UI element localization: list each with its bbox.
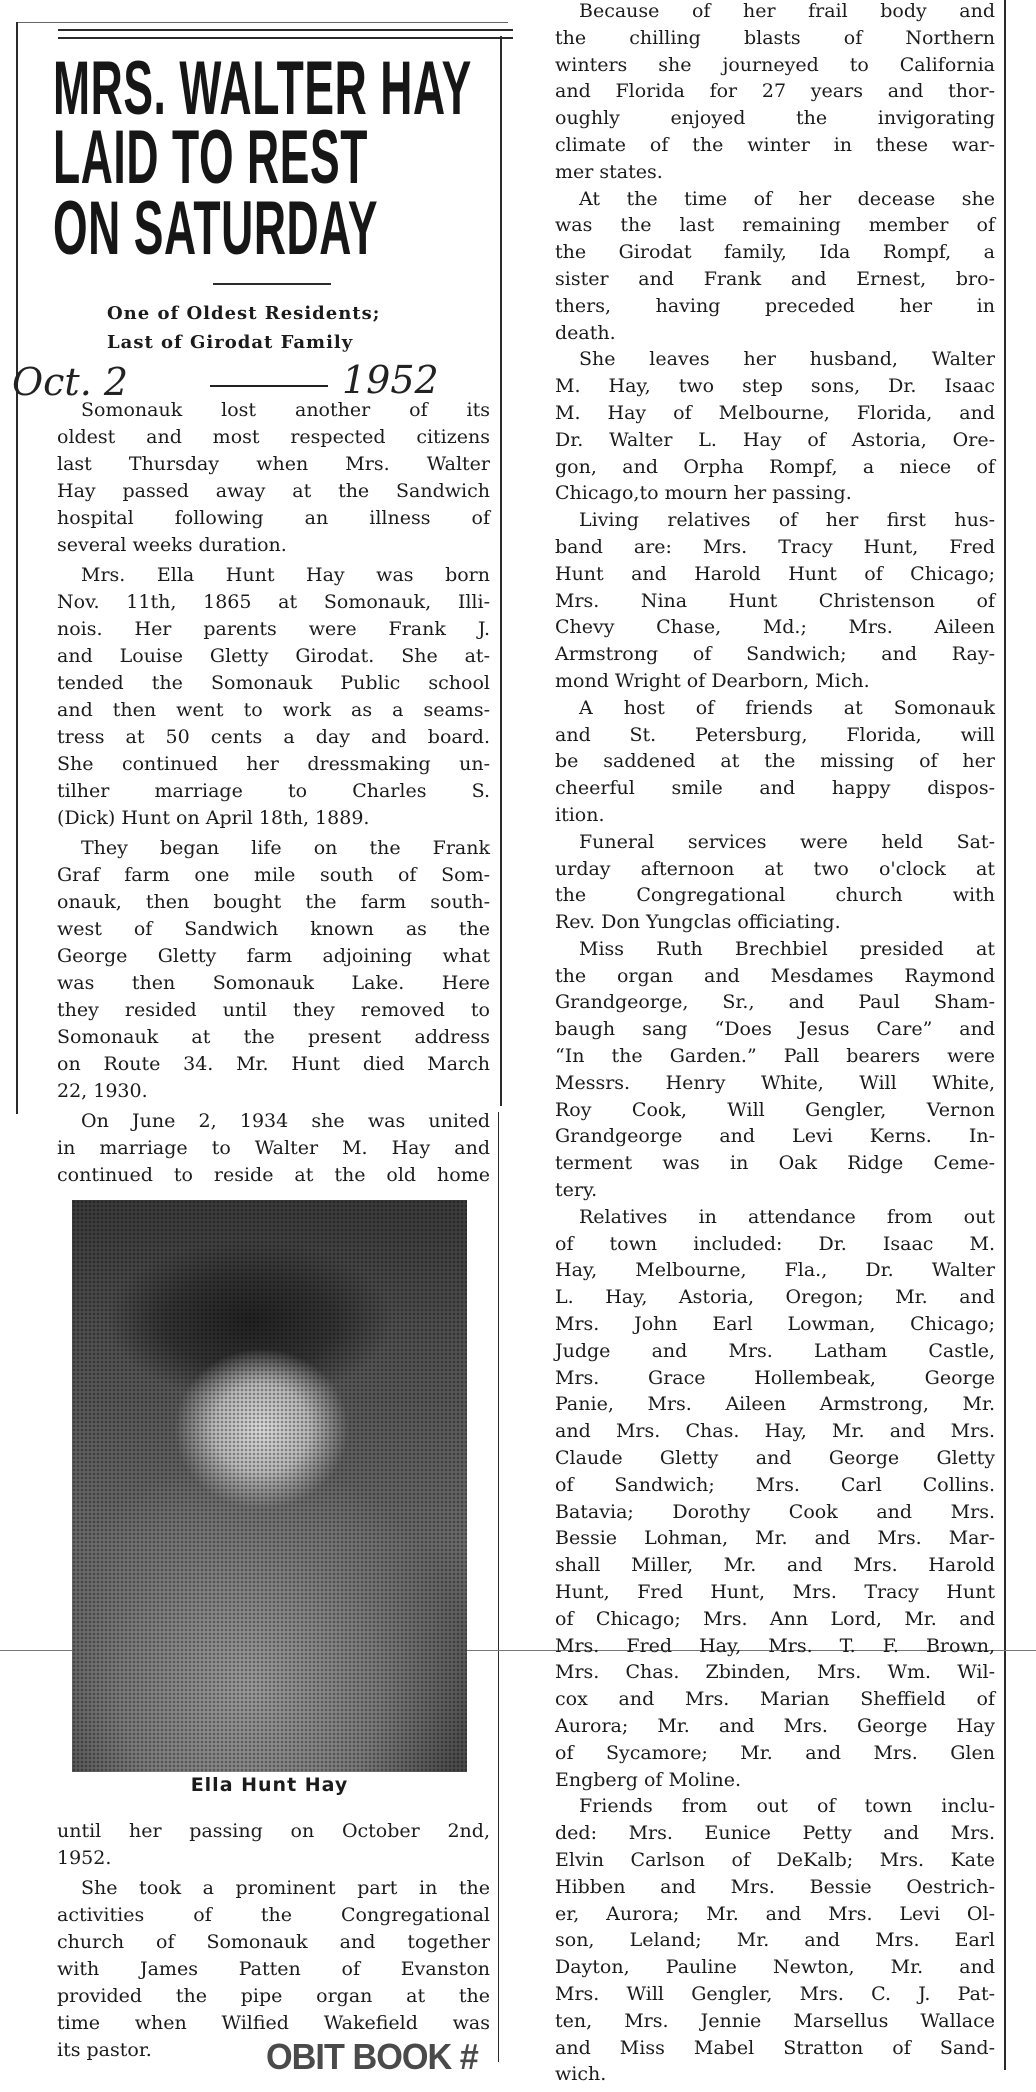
text-line: mond Wright of Dearborn, Mich.	[555, 669, 870, 692]
text-line: Graf farm one mile south of Som-	[57, 864, 490, 886]
text-line: time when Wilfied Wakefield was	[57, 2012, 490, 2034]
text-line: and St. Petersburg, Florida, will	[555, 723, 995, 746]
text-line: Engberg of Moline.	[555, 1768, 742, 1791]
text-line: Funeral services were held Sat-	[579, 830, 995, 853]
paragraph	[57, 1818, 490, 1872]
paragraph	[57, 562, 490, 832]
paragraph	[555, 936, 995, 1204]
text-line: Hibben and Mrs. Bessie Oestrich-	[555, 1875, 995, 1898]
text-line: with James Patten of Evanston	[57, 1958, 490, 1980]
text-line: and Louise Gletty Girodat. She at-	[57, 645, 490, 667]
handwritten-dash	[210, 385, 328, 387]
text-line: west of Sandwich known as the	[57, 918, 490, 940]
text-line: Chevy Chase, Md.; Mrs. Aileen	[555, 616, 995, 639]
text-line: George Gletty farm adjoining what	[57, 945, 490, 967]
text-line: terment was in Oak Ridge Ceme-	[555, 1152, 995, 1175]
text-line: the Congregational church with	[555, 884, 995, 907]
text-line: At the time of her decease she	[579, 187, 995, 210]
text-line: ded: Mrs. Eunice Petty and Mrs.	[555, 1822, 995, 1845]
text-line: Bessie Lohman, Mr. and Mrs. Mar-	[555, 1527, 995, 1550]
text-line: Living relatives of her first hus-	[579, 509, 995, 532]
text-line: M. Hay, two step sons, Dr. Isaac	[555, 375, 995, 398]
text-line: Armstrong of Sandwich; and Ray-	[555, 643, 995, 666]
text-line: A host of friends at Somonauk	[579, 696, 995, 719]
text-line: Chicago,to mourn her passing.	[555, 482, 852, 505]
text-line: death.	[555, 321, 616, 344]
text-line: Dayton, Pauline Newton, Mr. and	[555, 1956, 995, 1979]
text-line: the Girodat family, Ida Rompf, a	[555, 241, 995, 264]
photo-caption: Ella Hunt Hay	[190, 1774, 349, 1796]
subhead-line-1: One of Oldest Residents;	[107, 303, 381, 324]
text-line: provided the pipe organ at the	[57, 1985, 490, 2007]
text-line: They began life on the Frank	[81, 837, 490, 859]
text-line: M. Hay of Melbourne, Florida, and	[555, 401, 995, 424]
text-line: Roy Cook, Will Gengler, Vernon	[555, 1098, 995, 1121]
column-divider	[500, 36, 502, 1106]
paragraph	[555, 1204, 995, 1794]
text-line: Mrs. John Earl Lowman, Chicago;	[555, 1313, 995, 1336]
text-line: of Sycamore; Mr. and Mrs. Glen	[555, 1741, 995, 1764]
text-line: Hunt and Harold Hunt of Chicago;	[555, 562, 995, 585]
text-line: Mrs. Fred Hay, Mrs. T. F. Brown,	[555, 1634, 995, 1657]
text-line: Aurora; Mr. and Mrs. George Hay	[555, 1715, 995, 1737]
text-line: 22, 1930.	[57, 1080, 148, 1102]
headline-divider	[213, 283, 331, 285]
text-line: She continued her dressmaking un-	[57, 753, 490, 775]
text-line: Mrs. Will Gengler, Mrs. C. J. Pat-	[555, 1982, 995, 2005]
column-divider-lower	[498, 1112, 499, 2062]
text-line: urday afternoon at two o'clock at	[555, 857, 995, 880]
text-line: Grandgeorge and Levi Kerns. In-	[555, 1125, 995, 1148]
text-line: gon, and Orpha Rompf, a niece of	[555, 455, 995, 478]
text-line: Rev. Don Yungclas officiating.	[555, 911, 841, 934]
text-line: they resided until they removed to	[57, 999, 490, 1021]
text-line: ition.	[555, 803, 605, 826]
text-line: tended the Somonauk Public school	[57, 672, 490, 694]
text-line: She took a prominent part in the	[81, 1877, 490, 1899]
text-line: in marriage to Walter M. Hay and	[57, 1137, 490, 1159]
headline-line-1: MRS. WALTER HAY	[53, 46, 472, 131]
text-line: Panie, Mrs. Aileen Armstrong, Mr.	[555, 1393, 995, 1416]
text-line: of town included: Dr. Isaac M.	[555, 1232, 995, 1255]
text-line: was then Somonauk Lake. Here	[57, 972, 490, 994]
text-line: oughly enjoyed the invigorating	[555, 107, 995, 130]
text-line: tilher marriage to Charles S.	[57, 780, 490, 802]
top-rule-second	[58, 37, 513, 39]
text-line: Grandgeorge, Sr., and Paul Sham-	[555, 991, 995, 1014]
text-line: Hay passed away at the Sandwich	[57, 480, 490, 502]
text-line: Mrs. Ella Hunt Hay was born	[81, 564, 490, 586]
text-line: onauk, then bought the farm south-	[57, 891, 490, 913]
text-line: activities of the Congregational	[57, 1904, 490, 1926]
left-column-bottom	[57, 1818, 490, 2067]
text-line: baugh sang “Does Jesus Care” and	[555, 1018, 995, 1041]
text-line: Because of her frail body and	[579, 0, 995, 22]
text-line: was the last remaining member of	[555, 214, 995, 237]
text-line: On June 2, 1934 she was united	[81, 1110, 490, 1132]
text-line: er, Aurora; Mr. and Mrs. Levi Ol-	[555, 1902, 995, 1925]
text-line: and Mrs. Chas. Hay, Mr. and Mrs.	[555, 1420, 995, 1443]
text-line: Nov. 11th, 1865 at Somonauk, Illi-	[57, 591, 490, 613]
text-line: nois. Her parents were Frank J.	[57, 618, 490, 640]
text-line: “In the Garden.” Pall bearers were	[555, 1045, 995, 1068]
text-line: and Florida for 27 years and thor-	[555, 80, 995, 103]
text-line: oldest and most respected citizens	[57, 426, 490, 448]
text-line: (Dick) Hunt on April 18th, 1889.	[57, 807, 370, 829]
text-line: and Miss Mabel Stratton of Sand-	[555, 2036, 995, 2059]
text-line: Judge and Mrs. Latham Castle,	[555, 1339, 995, 1362]
text-line: of Chicago; Mrs. Ann Lord, Mr. and	[555, 1607, 995, 1630]
text-line: cox and Mrs. Marian Sheffield of	[555, 1688, 995, 1711]
paragraph	[57, 397, 490, 559]
text-line: shall Miller, Mr. and Mrs. Harold	[555, 1554, 995, 1577]
text-line: mer states.	[555, 160, 663, 183]
text-line: wich.	[555, 2063, 607, 2086]
text-line: Relatives in attendance from out	[579, 1205, 995, 1228]
text-line: Mrs. Grace Hollembeak, George	[555, 1366, 995, 1389]
text-line: tress at 50 cents a day and board.	[57, 726, 490, 748]
text-line: be saddened at the missing of her	[555, 750, 995, 773]
headline-line-2: LAID TO REST	[53, 115, 368, 200]
text-line: cheerful smile and happy dispos-	[555, 777, 995, 800]
left-column-top	[57, 397, 490, 1192]
text-line: Miss Ruth Brechbiel presided at	[579, 937, 995, 960]
paragraph	[555, 346, 995, 507]
text-line: church of Somonauk and together	[57, 1931, 490, 1953]
paragraph	[555, 829, 995, 936]
text-line: on Route 34. Mr. Hunt died March	[57, 1053, 490, 1075]
text-line: Messrs. Henry White, Will White,	[555, 1071, 995, 1094]
text-line: Somonauk at the present address	[57, 1026, 490, 1048]
text-line: Mrs. Nina Hunt Christenson of	[555, 589, 995, 612]
text-line: Dr. Walter L. Hay of Astoria, Ore-	[555, 428, 995, 451]
paragraph	[555, 186, 995, 347]
text-line: hospital following an illness of	[57, 507, 490, 529]
paragraph	[555, 0, 995, 186]
text-line: tery.	[555, 1179, 598, 1202]
text-line: She leaves her husband, Walter	[579, 348, 995, 371]
right-border	[1004, 0, 1006, 2070]
text-line: sister and Frank and Ernest, bro-	[555, 267, 995, 290]
text-line: Somonauk lost another of its	[81, 399, 490, 421]
obit-book-stamp: OBIT BOOK #	[266, 2036, 478, 2077]
text-line: until her passing on October 2nd,	[57, 1820, 490, 1842]
handwritten-year: 1952	[342, 358, 439, 402]
text-line: Hunt, Fred Hunt, Mrs. Tracy Hunt	[555, 1581, 995, 1604]
text-line: band are: Mrs. Tracy Hunt, Fred	[555, 535, 995, 558]
text-line: Batavia; Dorothy Cook and Mrs.	[555, 1500, 995, 1523]
text-line: winters she journeyed to California	[555, 53, 995, 76]
portrait-photo	[72, 1200, 467, 1772]
text-line: Hay, Melbourne, Fla., Dr. Walter	[555, 1259, 995, 1282]
text-line: the organ and Mesdames Raymond	[555, 964, 995, 987]
text-line: L. Hay, Astoria, Oregon; Mr. and	[555, 1286, 995, 1309]
text-line: thers, having preceded her in	[555, 294, 995, 317]
text-line: and then went to work as a seams-	[57, 699, 490, 721]
text-line: ten, Mrs. Jennie Marsellus Wallace	[555, 2009, 995, 2032]
text-line: Mrs. Chas. Zbinden, Mrs. Wm. Wil-	[555, 1661, 995, 1684]
paragraph	[57, 835, 490, 1105]
left-border	[16, 22, 18, 1114]
handwritten-date: Oct. 2	[12, 360, 129, 404]
text-line: climate of the winter in these war-	[555, 133, 995, 156]
paragraph	[555, 1793, 995, 2088]
text-line: the chilling blasts of Northern	[555, 26, 995, 49]
paragraph	[555, 695, 995, 829]
text-line: Elvin Carlson of DeKalb; Mrs. Kate	[555, 1848, 995, 1871]
paragraph	[57, 1108, 490, 1189]
text-line: last Thursday when Mrs. Walter	[57, 453, 490, 475]
text-line: several weeks duration.	[57, 534, 287, 556]
text-line: 1952.	[57, 1847, 112, 1869]
text-line: its pastor.	[57, 2039, 152, 2061]
headline-line-3: ON SATURDAY	[53, 186, 379, 271]
text-line: son, Leland; Mr. and Mrs. Earl	[555, 1929, 995, 1952]
text-line: Friends from out of town inclu-	[579, 1795, 995, 1818]
paragraph	[555, 507, 995, 695]
text-line: Claude Gletty and George Gletty	[555, 1447, 995, 1470]
subhead-line-2: Last of Girodat Family	[107, 332, 354, 353]
right-column	[555, 0, 995, 2088]
text-line: continued to reside at the old home	[57, 1164, 490, 1186]
top-rule	[58, 29, 513, 31]
text-line: of Sandwich; Mrs. Carl Collins.	[555, 1473, 995, 1496]
top-rule-dashed	[18, 22, 508, 23]
